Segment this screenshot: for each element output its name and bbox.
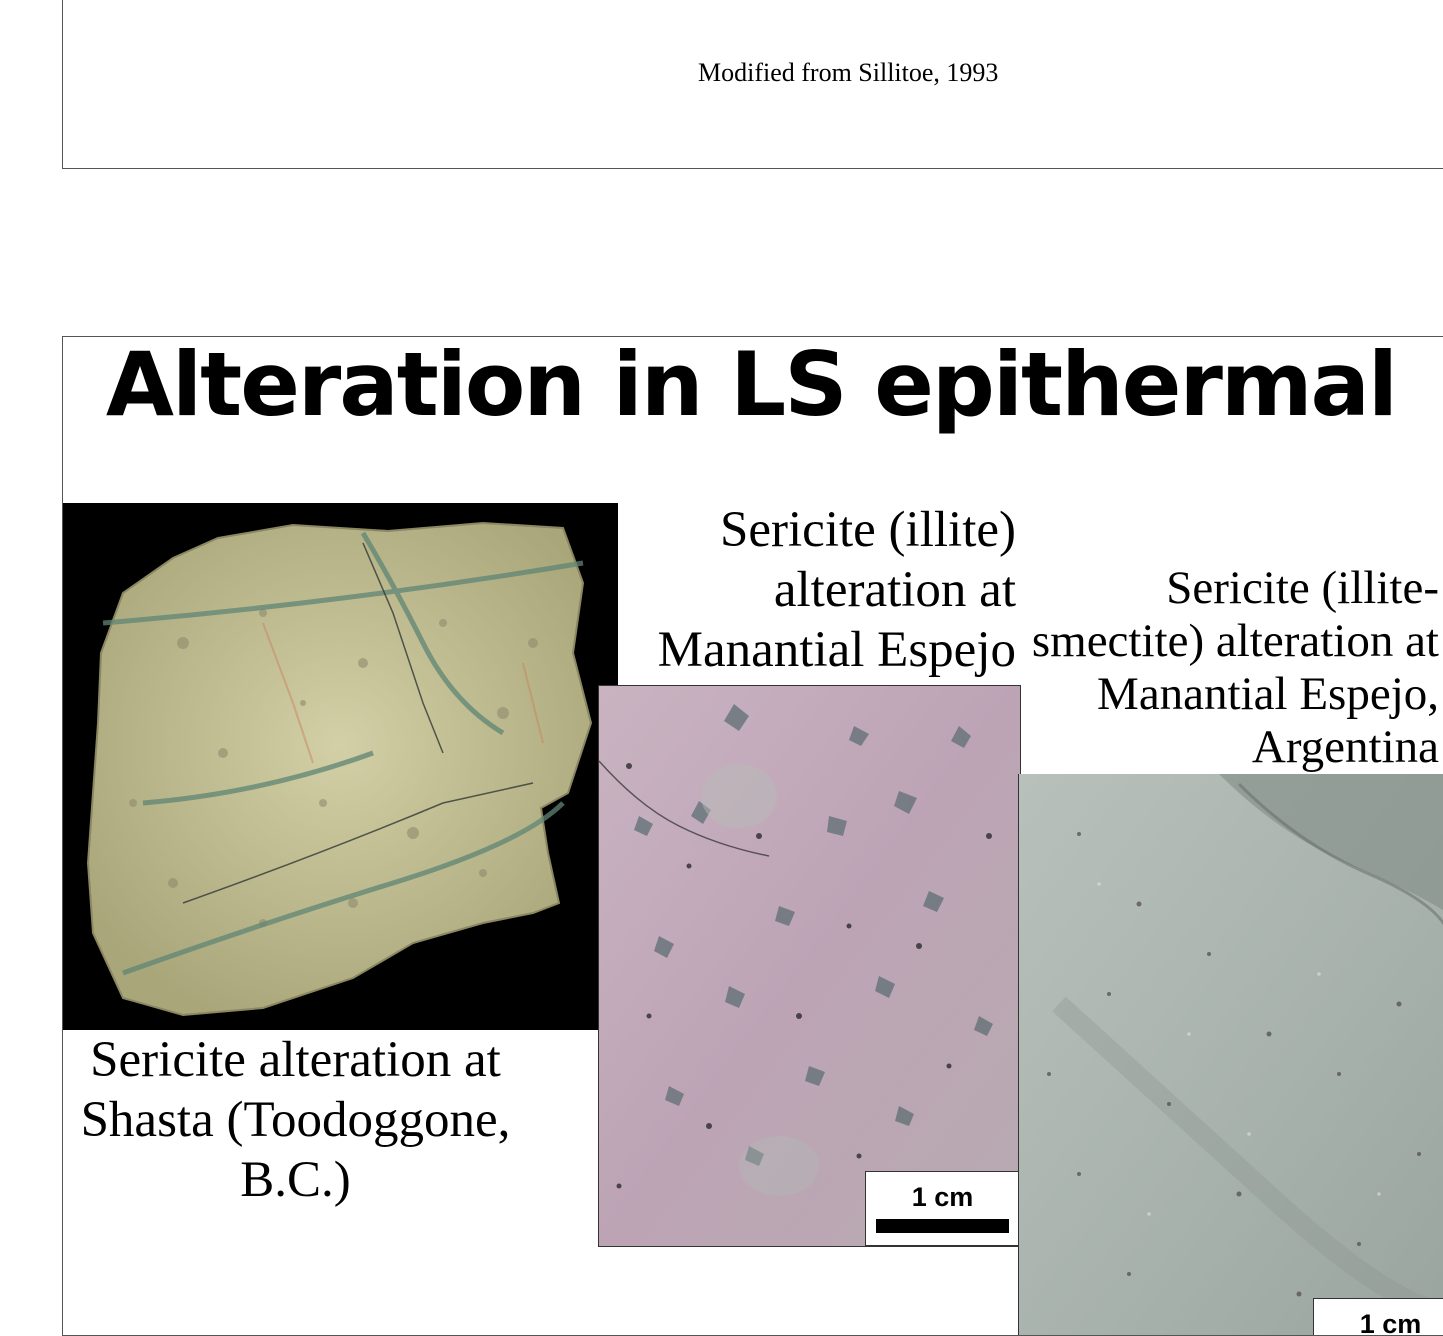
rock-photo-manantial-espejo-illite-smectite xyxy=(1018,774,1443,1336)
rock-sample-shasta-image xyxy=(63,503,618,1030)
scale-bar-espejo2 xyxy=(1313,1298,1443,1336)
caption-shasta: Sericite alteration at Shasta (Toodoggone, B.C.) xyxy=(80,1032,511,1208)
rock-sample-espejo2-image xyxy=(1019,774,1443,1336)
scale-bar-label: 1 cm xyxy=(1359,1309,1422,1336)
scale-bar-label: 1 cm xyxy=(911,1182,974,1212)
previous-slide xyxy=(62,0,1443,169)
slide-alteration xyxy=(62,336,1443,1336)
rock-photo-shasta xyxy=(63,503,618,1030)
caption-manantial-espejo-illite: Sericite (illite) alteration at Manantial Espejo xyxy=(657,502,1016,678)
scale-bar-line xyxy=(876,1219,1009,1233)
source-credit: Modified from Sillitoe, 1993 xyxy=(698,58,999,87)
slide-title: Alteration in LS epithermal xyxy=(105,336,1397,436)
rock-photo-manantial-espejo-illite xyxy=(598,685,1021,1247)
scale-bar-espejo xyxy=(865,1171,1020,1246)
caption-manantial-espejo-illite-smectite: Sericite (illite-smectite) alteration at Manantial Espejo, Argentina xyxy=(1031,562,1439,773)
rock-sample-espejo-image xyxy=(599,686,1020,1246)
